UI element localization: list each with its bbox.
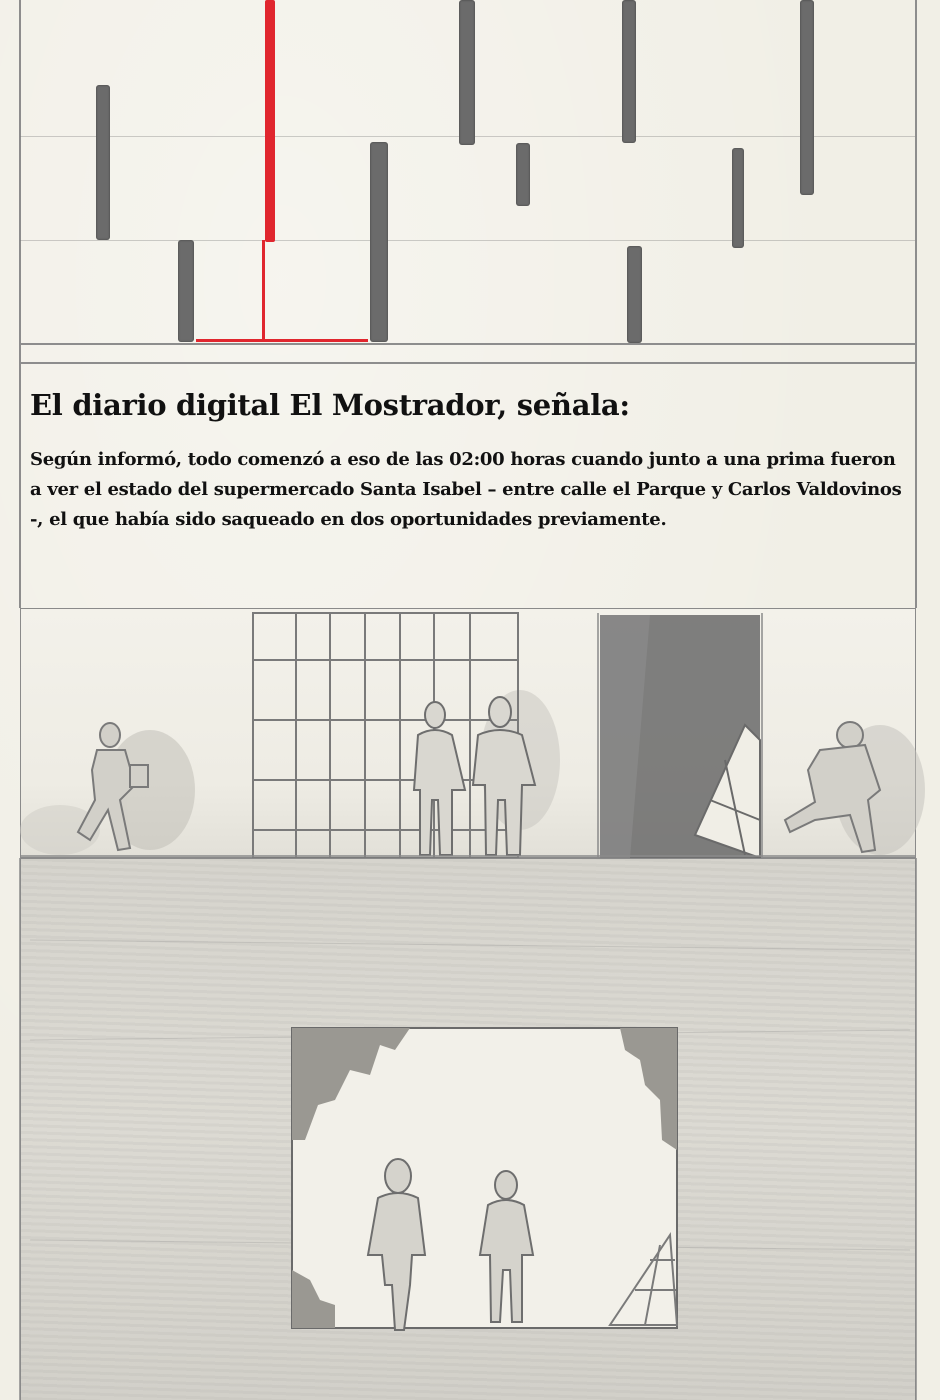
wall-opening <box>292 1028 677 1328</box>
article-heading: El diario digital El Mostrador, señala: <box>30 388 630 422</box>
article-body: Según informó, todo comenzó a eso de las 02:00 horas cuando junto a una prima fueron a ver el estado del supermercado Santa Isabel – entre calle el Parque y Carlos Valdovinos -, el que había sido saqueado en dos oportunidades previamente. <box>30 449 902 530</box>
